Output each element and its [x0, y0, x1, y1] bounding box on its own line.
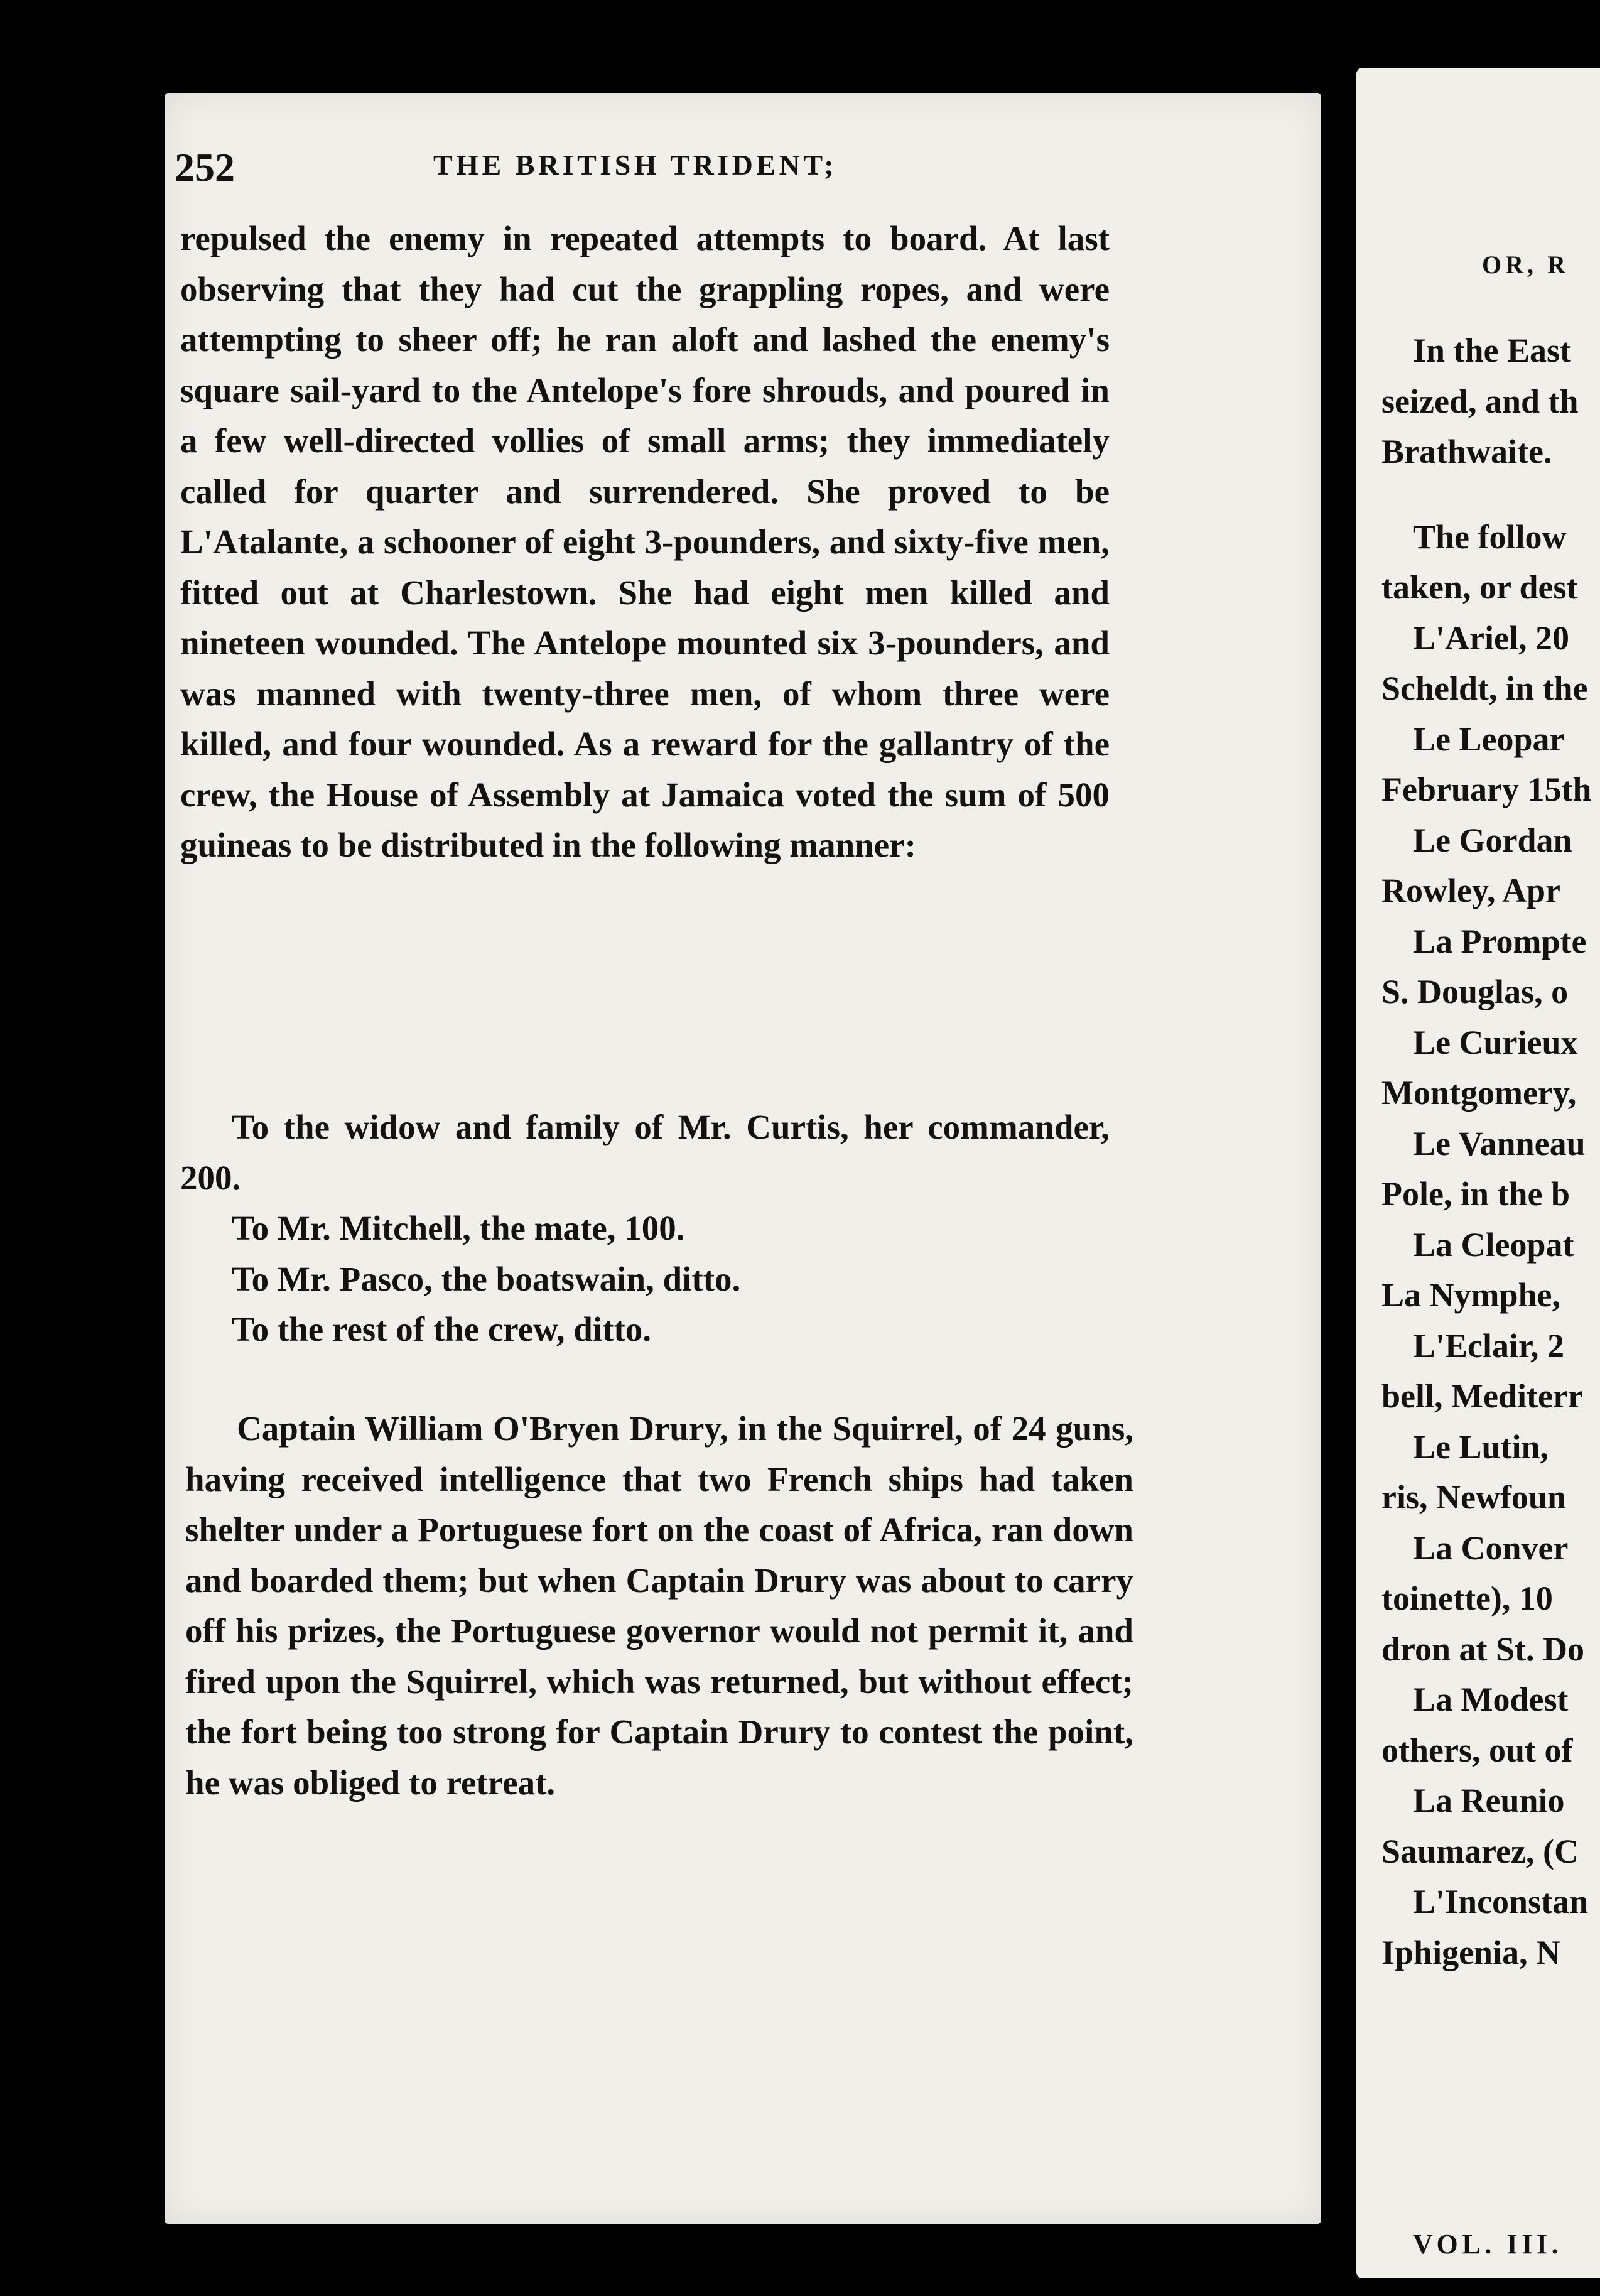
- right-page-line: [1381, 477, 1600, 512]
- page-number: 252: [175, 145, 235, 190]
- right-page-line: Brathwaite.: [1381, 433, 1552, 470]
- award-item: To the widow and family of Mr. Curtis, her commander, 200.: [180, 1108, 1110, 1197]
- right-page-line: L'Eclair, 2: [1413, 1326, 1565, 1365]
- right-page-line: L'Inconstan: [1413, 1883, 1589, 1920]
- right-page-line: February 15th: [1381, 771, 1592, 808]
- right-page-line: Montgomery,: [1381, 1074, 1577, 1112]
- right-page-line: L'Ariel, 20: [1413, 619, 1569, 657]
- right-page-line: ris, Newfoun: [1381, 1478, 1566, 1516]
- right-page-line: Le Lutin,: [1413, 1427, 1549, 1466]
- paragraph-text: Captain William O'Bryen Drury, in the Squirrel, of 24 guns, having received intelligence that two French ships had taken shelter under a Portuguese fort on the coast of Africa, ran down and boarded them; but when Captain Drury was about to carry off his prizes, the Portuguese governor would not permit it, and fired upon the Squirrel, which was returned, but without effect; the fort being too strong for Captain Drury to contest the point, he was obliged to retreat.: [185, 1409, 1133, 1802]
- paragraph-text: repulsed the enemy in repeated attempts to board. At last observing that they had cut the grappling ropes, and were attempting to sheer off; he ran aloft and lashed the enemy's square sail-yard to the Antelope's fore shrouds, and poured in a few well-directed vollies of small arms; they immediately called for quarter and surrendered. She proved to be L'Atalante, a schooner of eight 3-pounders, and sixty-five men, fitted out at Charlestown. She had eight men killed and nineteen wounded. The Antelope mounted six 3-pounders, and was manned with twenty-three men, of whom three were killed, and four wounded. As a reward for the gallantry of the crew, the House of Assembly at Jamaica voted the sum of 500 guineas to be distributed in the following manner:: [180, 219, 1110, 864]
- award-item: To the rest of the crew, ditto.: [232, 1310, 652, 1348]
- paragraph-squirrel: [185, 1404, 1133, 1808]
- award-list: [180, 1102, 1110, 1355]
- right-page-line: Le Gordan: [1413, 821, 1572, 859]
- right-page-line: Le Curieux: [1413, 1023, 1578, 1061]
- right-page-line: Iphigenia, N: [1381, 1933, 1561, 1971]
- volume-footer: VOL. III.: [1413, 2229, 1563, 2260]
- right-page-line: S. Douglas, o: [1381, 973, 1569, 1010]
- award-item: To Mr. Mitchell, the mate, 100.: [232, 1209, 685, 1247]
- right-page-text: [1381, 325, 1600, 1978]
- right-page-line: Saumarez, (C: [1381, 1832, 1579, 1870]
- right-page-line: Le Vanneau: [1413, 1124, 1586, 1162]
- right-page-line: Le Leopar: [1413, 720, 1565, 758]
- right-page-line: bell, Mediterr: [1381, 1377, 1583, 1415]
- right-page-line: La Cleopat: [1413, 1225, 1574, 1264]
- right-page-line: In the East: [1413, 332, 1572, 369]
- right-running-head: OR, R: [1482, 251, 1569, 279]
- running-head: THE BRITISH TRIDENT;: [433, 149, 837, 181]
- right-page-line: seized, and th: [1381, 382, 1579, 420]
- right-page-line: Rowley, Apr: [1381, 872, 1561, 909]
- right-page-line: La Reunio: [1413, 1782, 1565, 1819]
- right-page-line: The follow: [1413, 517, 1567, 556]
- right-page: [1356, 68, 1600, 2278]
- right-page-line: toinette), 10: [1381, 1579, 1553, 1617]
- paragraph-antelope: [180, 214, 1110, 871]
- right-page-line: La Conver: [1413, 1529, 1569, 1567]
- right-page-line: others, out of: [1381, 1731, 1573, 1769]
- right-page-line: Scheldt, in the: [1381, 669, 1588, 707]
- right-page-line: Pole, in the b: [1381, 1175, 1570, 1213]
- right-page-line: dron at St. Do: [1381, 1630, 1585, 1668]
- right-page-line: taken, or dest: [1381, 568, 1578, 606]
- right-page-line: La Modest: [1413, 1681, 1569, 1718]
- award-item: To Mr. Pasco, the boatswain, ditto.: [232, 1259, 741, 1298]
- right-page-line: La Prompte: [1413, 922, 1587, 960]
- right-page-line: La Nymphe,: [1381, 1276, 1561, 1314]
